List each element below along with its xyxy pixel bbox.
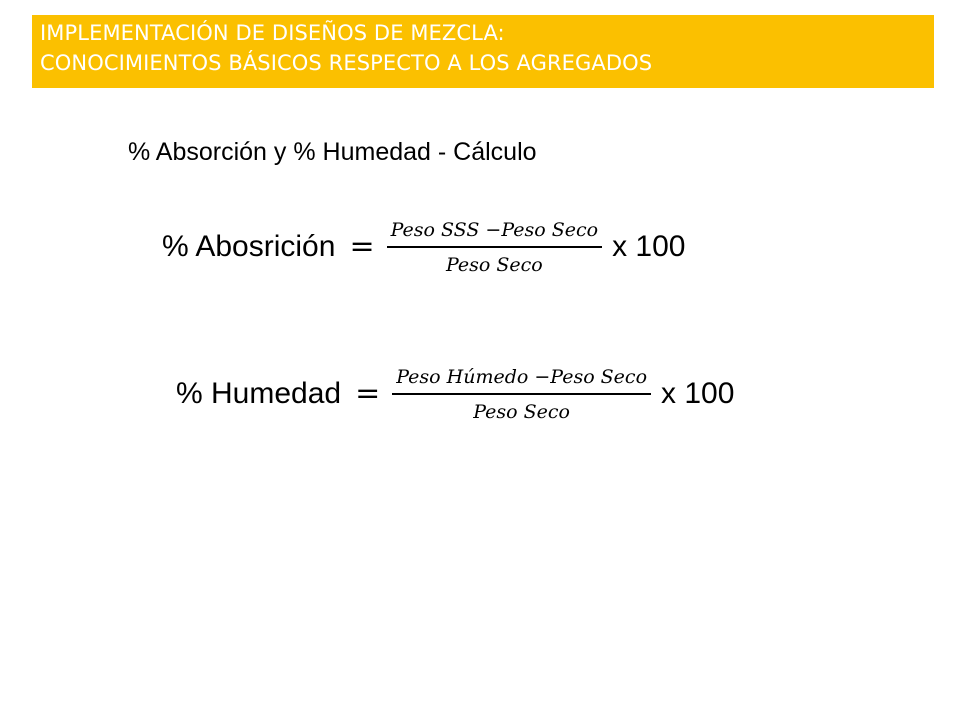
moisture-formula-equals: = bbox=[355, 376, 381, 412]
absorption-formula-equals: = bbox=[349, 229, 375, 265]
slide-subtitle: % Absorción y % Humedad - Cálculo bbox=[128, 138, 537, 166]
title-banner bbox=[32, 15, 934, 88]
absorption-fraction bbox=[387, 218, 603, 277]
absorption-formula-lhs: % Abosrición bbox=[162, 230, 336, 264]
absorption-numerator: Peso SSS −Peso Seco bbox=[390, 219, 599, 241]
moisture-numerator: Peso Húmedo −Peso Seco bbox=[396, 366, 648, 388]
moisture-denominator: Peso Seco bbox=[473, 400, 570, 423]
absorption-multiplier: x 100 bbox=[612, 230, 686, 264]
moisture-formula bbox=[176, 365, 734, 424]
moisture-fraction-bar bbox=[392, 393, 651, 395]
banner-title-line-1: IMPLEMENTACIÓN DE DISEÑOS DE MEZCLA: bbox=[40, 21, 505, 45]
moisture-multiplier: x 100 bbox=[661, 377, 735, 411]
absorption-formula bbox=[162, 218, 685, 277]
absorption-fraction-bar bbox=[387, 246, 603, 248]
banner-title-line-2: CONOCIMIENTOS BÁSICOS RESPECTO A LOS AGREGADOS bbox=[40, 51, 653, 75]
absorption-denominator: Peso Seco bbox=[445, 253, 543, 276]
moisture-formula-lhs: % Humedad bbox=[176, 377, 342, 411]
moisture-fraction bbox=[392, 365, 651, 424]
